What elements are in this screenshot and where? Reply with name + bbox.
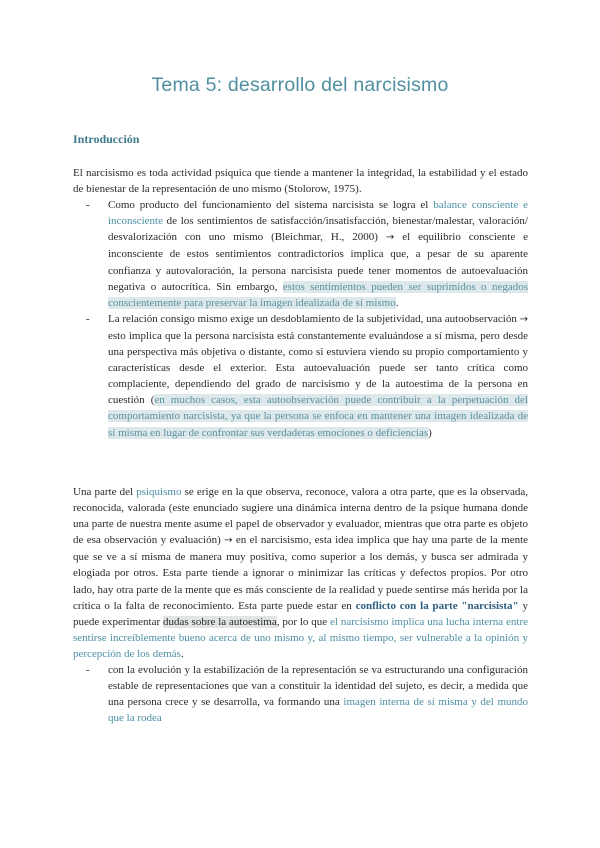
psiquismo-block bbox=[73, 484, 528, 726]
bullet-list-2 bbox=[73, 662, 528, 726]
highlight-doubts: dudas sobre la autoestima bbox=[163, 615, 277, 628]
intro-block bbox=[73, 165, 528, 441]
highlight-psiquismo: psiquismo bbox=[136, 486, 182, 498]
list-item-evolution: - con la evolución y la estabilización de la representación se va estructurando una configuración estable de representaciones que van a constituir la identidad del sujeto, es decir, a medida que una persona crece y se desarrolla, va formando una imagen interna de sí misma y del mundo que la rodea bbox=[108, 662, 528, 726]
highlight-conflict: conflicto con la parte "narcisista" bbox=[355, 599, 519, 612]
paragraph-psiquismo: Una parte del psiquismo se erige en la que observa, reconoce, valora a otra parte, que es la observada, reconocida, valorada (este enunciado sugiere una dinámica interna dentro de la psique humana donde una parte de nuestra mente asume el papel de observador y evaluador, mientras que otra parte es objeto de esa observación y evaluación) → en el narcisismo, esta idea implica que hay una parte de la mente que se ve a sí misma de manera muy positiva, como superior a los demás, y busca ser admirada y elogiada por otros. Esta parte tiende a ignorar o minimizar las críticas y defectos propios. Por otro lado, hay otra parte de la mente que es más consciente de la realidad y puede sentirse más herida por la crítica o la falta de reconocimiento. Esta parte puede estar en conflicto con la parte "narcisista" y puede experimentar dudas sobre la autoestima, por lo que el narcisismo implica una lucha interna entre sentirse increíblemente bueno acerca de uno mismo y, al mismo tiempo, ser vulnerable a la opinión y percepción de los demás. bbox=[73, 486, 529, 660]
highlight-perpetuation: en muchos casos, esta autoobservación puede contribuir a la perpetuación del comportamiento narcisista, ya que la persona se enfoca en mantener una imagen idealizada de sí misma en lugar de confrontar sus verdaderas emociones o deficiencias bbox=[108, 394, 528, 439]
section-heading: Introducción bbox=[73, 132, 140, 146]
list-item-self-observation: - La relación consigo mismo exige un desdoblamiento de la subjetividad, una autoobservación → esto implica que la persona narcisista está constantemente evaluándose a sí misma, pero desde una perspectiva más objetiva o distante, como si estuviera viendo su propio comportamiento y características desde el exterior. Esta autoevaluación puede ser tanto crítica como complaciente, dependiendo del grado de narcisismo y de la autoestima de la persona en cuestión (en muchos casos, esta autoobservación puede contribuir a la perpetuación del comportamiento narcisista, ya que la persona se enfoca en mantener una imagen idealizada de sí misma en lugar de confrontar sus verdaderas emociones o deficiencias) bbox=[108, 311, 528, 441]
bullet-list-1 bbox=[73, 197, 528, 440]
highlight-suppressed: estos sentimientos pueden ser suprimidos o negados conscientemente para preservar la imagen idealizada de sí mismo bbox=[108, 280, 529, 309]
arrow-icon: → bbox=[224, 535, 233, 547]
paragraph-definition: El narcisismo es toda actividad psíquica que tiende a mantener la integridad, la estabilidad y el estado de bienestar de la representación de uno mismo (Stolorow, 1975). bbox=[73, 167, 528, 196]
highlight-balance: balance consciente e inconsciente bbox=[108, 199, 528, 228]
arrow-icon: → bbox=[385, 232, 395, 244]
page-title: Tema 5: desarrollo del narcisismo bbox=[151, 74, 449, 96]
highlight-internal-image: imagen interna de sí misma y del mundo que la rodea bbox=[108, 696, 528, 725]
list-item-balance: - Como producto del funcionamiento del sistema narcisista se logra el balance consciente e inconsciente de los sentimientos de satisfacción/insatisfacción, bienestar/malestar, valoración/ desvalorización con uno mismo (Bleichmar, H., 2000) → el equilibrio consciente e inconsciente de estos sentimientos contradictorios implica que, a pesar de su aparente confianza y autovaloración, la persona narcisista puede tener momentos de autoevaluación negativa o autocrítica. Sin embargo, estos sentimientos pueden ser suprimidos o negados conscientemente para preservar la imagen idealizada de sí mismo. bbox=[108, 197, 528, 311]
highlight-internal-struggle: el narcisismo implica una lucha interna entre sentirse increíblemente bueno acerca de uno mismo y, al mismo tiempo, ser vulnerable a la opinión y percepción de los demás bbox=[73, 615, 529, 660]
arrow-icon: → bbox=[519, 313, 528, 325]
